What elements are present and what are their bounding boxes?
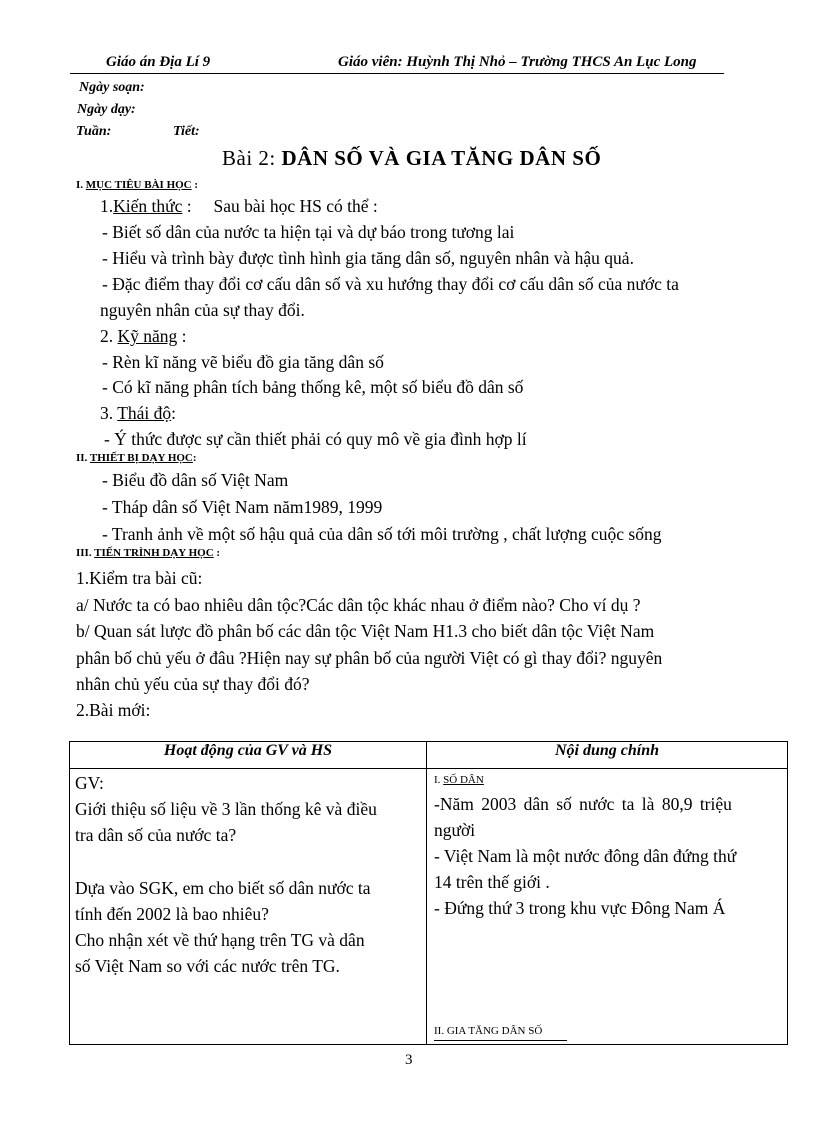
ky-nang-colon: :	[181, 326, 187, 346]
page-title	[222, 146, 601, 171]
activity-line: Dựa vào SGK, em cho biết số dân nước ta	[75, 878, 371, 898]
review-question: b/ Quan sát lược đồ phân bố các dân tộc Việt Nam H1.3 cho biết dân tộc Việt Nam	[76, 621, 655, 641]
ky-nang-item: - Có kĩ năng phân tích bảng thống kê, một số biểu đồ dân số	[102, 377, 524, 397]
content-cell	[427, 769, 788, 1045]
section-2-colon: :	[192, 452, 197, 464]
kien-thuc-item: - Hiểu và trình bày được tình hình gia tăng dân số, nguyên nhân và hậu quả.	[102, 248, 634, 268]
section-3-colon: :	[216, 547, 221, 559]
equipment-item: - Tháp dân số Việt Nam năm1989, 1999	[102, 497, 383, 517]
col-activities-header: Hoạt động của GV và HS	[70, 742, 427, 769]
section-1-heading	[76, 179, 198, 191]
table-row	[70, 769, 788, 1045]
kiem-tra-heading: 1.Kiểm tra bài cũ:	[76, 568, 203, 588]
activity-line: Giới thiệu số liệu về 3 lần thống kê và điều	[75, 799, 377, 819]
section-1-title: MỤC TIÊU BÀI HỌC	[85, 179, 192, 191]
content-heading-so-dan	[434, 774, 496, 786]
activities-cell	[70, 769, 427, 1045]
lesson-table	[69, 741, 788, 1045]
activity-line: tính đến 2002 là bao nhiêu?	[75, 904, 269, 924]
ky-nang-line	[100, 323, 187, 349]
tuan-label: Tuần:	[76, 124, 112, 139]
thai-do-num: 3.	[100, 403, 114, 423]
kien-thuc-item: nguyên nhân của sự thay đổi.	[100, 300, 305, 320]
section-3-title: TIẾN TRÌNH DẠY HỌC	[94, 547, 214, 559]
section-2-heading	[76, 452, 197, 464]
thai-do-line	[100, 400, 176, 426]
kien-thuc-label: Kiến thức	[113, 196, 183, 216]
header-teacher: Giáo viên: Huỳnh Thị Nhỏ – Trường THCS An Lục Long	[338, 54, 697, 70]
thai-do-colon: :	[171, 403, 177, 423]
table-header-row	[70, 742, 788, 769]
ngay-day-label: Ngày dạy:	[77, 102, 136, 117]
activity-line: Cho nhận xét về thứ hạng trên TG và dân	[75, 930, 365, 950]
header-rule	[70, 73, 724, 74]
activity-line: số Việt Nam so với các nước trên TG.	[75, 956, 340, 976]
col-content-header: Nội dung chính	[427, 742, 788, 769]
review-question: nhân chủ yếu của sự thay đổi đó?	[76, 674, 310, 694]
ky-nang-label: Kỹ năng	[117, 326, 178, 346]
content-line: - Việt Nam là một nước đông dân đứng thứ	[434, 846, 737, 866]
section-1-num: I.	[76, 179, 84, 191]
kien-thuc-line	[100, 193, 378, 219]
section-3-heading	[76, 547, 220, 559]
content-heading-text: GIA TĂNG DÂN SỐ	[446, 1025, 543, 1037]
content-heading-gia-tang	[434, 1025, 542, 1037]
kien-thuc-item: - Biết số dân của nước ta hiện tại và dự báo trong tương lai	[102, 222, 515, 242]
ngay-soan-label: Ngày soạn:	[79, 80, 145, 95]
kien-thuc-rest: : Sau bài học HS có thể :	[182, 196, 378, 216]
section-2-title: THIẾT BỊ DẠY HỌC	[89, 452, 193, 464]
heading-underline	[434, 1040, 567, 1041]
content-line: - Đứng thứ 3 trong khu vực Đông Nam Á	[434, 898, 726, 918]
review-question: phân bố chủ yếu ở đâu ?Hiện nay sự phân bố của người Việt có gì thay đổi? nguyên	[76, 648, 663, 668]
content-line: -Năm 2003 dân số nước ta là 80,9 triệu	[434, 794, 732, 814]
review-question: a/ Nước ta có bao nhiêu dân tộc?Các dân tộc khác nhau ở điểm nào? Cho ví dụ ?	[76, 595, 641, 615]
equipment-item: - Biểu đồ dân số Việt Nam	[102, 470, 289, 490]
header-subject: Giáo án Địa Lí 9	[106, 54, 211, 70]
bai-moi-heading: 2.Bài mới:	[76, 700, 151, 720]
lesson-number: Bài 2:	[222, 146, 276, 170]
lesson-title: DÂN SỐ VÀ GIA TĂNG DÂN SỐ	[281, 146, 602, 170]
equipment-item: - Tranh ảnh về một số hậu quả của dân số tới môi trường , chất lượng cuộc sống	[102, 524, 662, 544]
page-number: 3	[405, 1052, 413, 1068]
kien-thuc-item: - Đặc điểm thay đổi cơ cấu dân số và xu hướng thay đổi cơ cấu dân số của nước ta	[102, 274, 679, 294]
ky-nang-item: - Rèn kĩ năng vẽ biểu đồ gia tăng dân số	[102, 352, 384, 372]
activity-line: GV:	[75, 773, 104, 793]
content-line: người	[434, 820, 476, 840]
content-heading-num: I.	[434, 774, 441, 786]
ky-nang-num: 2.	[100, 326, 114, 346]
section-1-colon: :	[194, 179, 199, 191]
thai-do-label: Thái độ	[117, 403, 172, 423]
section-2-num: II.	[76, 452, 88, 464]
tiet-label: Tiết:	[173, 124, 200, 139]
section-3-num: III.	[76, 547, 92, 559]
content-heading-num: II.	[434, 1025, 445, 1037]
thai-do-item: - Ý thức được sự cần thiết phải có quy mô về gia đình hợp lí	[104, 429, 527, 449]
content-line: 14 trên thế giới .	[434, 872, 550, 892]
kien-thuc-num: 1.	[100, 196, 114, 216]
content-heading-text: SỐ DÂN	[443, 774, 484, 786]
activity-line: tra dân số của nước ta?	[75, 825, 237, 845]
